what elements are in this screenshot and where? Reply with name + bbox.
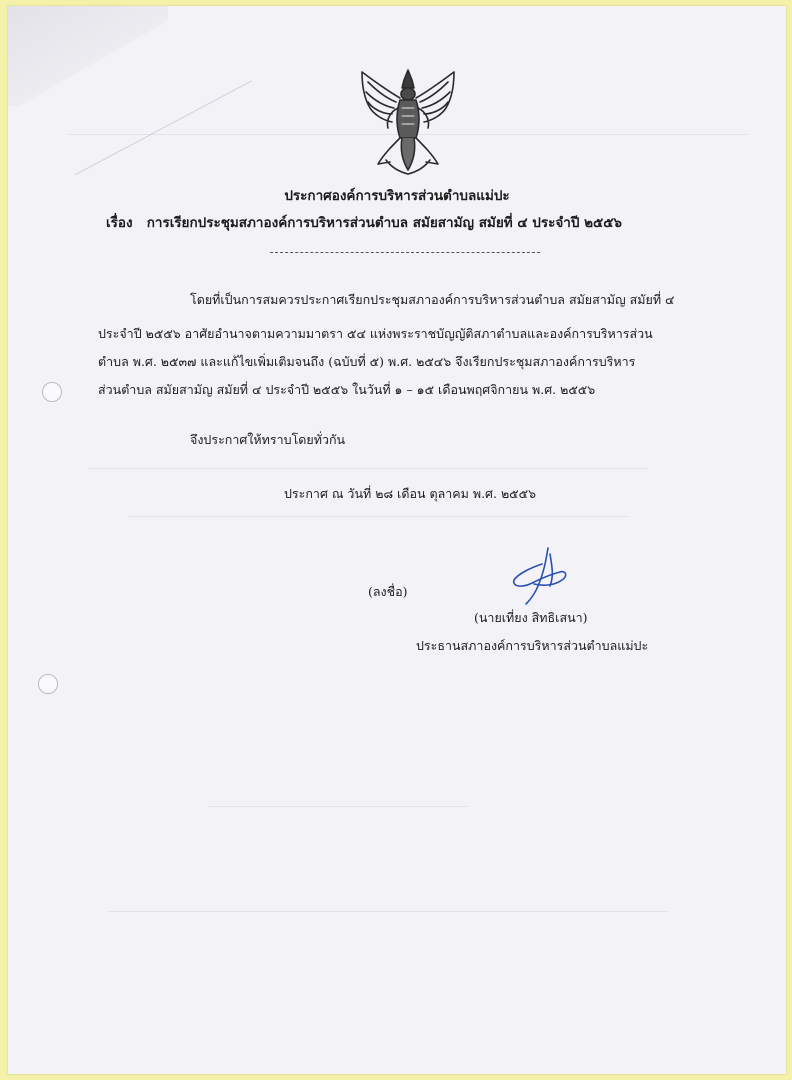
bleed-through-line <box>208 806 468 807</box>
signature-label: (ลงชื่อ) <box>368 584 408 599</box>
document-page <box>8 6 786 1074</box>
handwritten-signature <box>508 546 570 606</box>
signatory-position: ประธานสภาองค์การบริหารส่วนตำบลแม่ปะ <box>416 638 649 653</box>
garuda-emblem-icon <box>356 68 460 176</box>
body-line-1: โดยที่เป็นการสมควรประกาศเรียกประชุมสภาองค์การบริหารส่วนตำบล สมัยสามัญ สมัยที่ ๔ <box>190 292 675 307</box>
bleed-through-line <box>128 516 628 517</box>
body-line-4: ส่วนตำบล สมัยสามัญ สมัยที่ ๔ ประจำปี ๒๕๕๖ ในวันที่ ๑ – ๑๕ เดือนพฤศจิกายน พ.ศ. ๒๕๕๖ <box>98 382 596 397</box>
body-line-2: ประจำปี ๒๕๕๖ อาศัยอำนาจตามความมาตรา ๕๔ แห่งพระราชบัญญัติสภาตำบลและองค์การบริหารส่วน <box>98 326 653 341</box>
subject-label: เรื่อง <box>106 215 133 231</box>
page-fold <box>23 6 252 175</box>
punch-hole-bottom <box>38 674 58 694</box>
announcement-issuer: ประกาศองค์การบริหารส่วนตำบลแม่ปะ <box>284 188 510 204</box>
body-line-3: ตำบล พ.ศ. ๒๕๓๗ และแก้ไขเพิ่มเติมจนถึง (ฉบับที่ ๕) พ.ศ. ๒๕๔๖ จึงเรียกประชุมสภาองค์การบริหาร <box>98 354 636 369</box>
title-divider <box>270 252 540 253</box>
signatory-name: (นายเที่ยง สิทธิเสนา) <box>474 610 588 625</box>
bleed-through-line <box>88 468 648 469</box>
bleed-through-line <box>108 911 668 912</box>
punch-hole-top <box>42 382 62 402</box>
closing-line: จึงประกาศให้ทราบโดยทั่วกัน <box>190 432 346 447</box>
date-line: ประกาศ ณ วันที่ ๒๘ เดือน ตุลาคม พ.ศ. ๒๕๕๖ <box>284 486 537 501</box>
announcement-subject-line <box>106 211 622 233</box>
subject-text: การเรียกประชุมสภาองค์การบริหารส่วนตำบล สมัยสามัญ สมัยที่ ๔ ประจำปี ๒๕๕๖ <box>146 215 622 231</box>
